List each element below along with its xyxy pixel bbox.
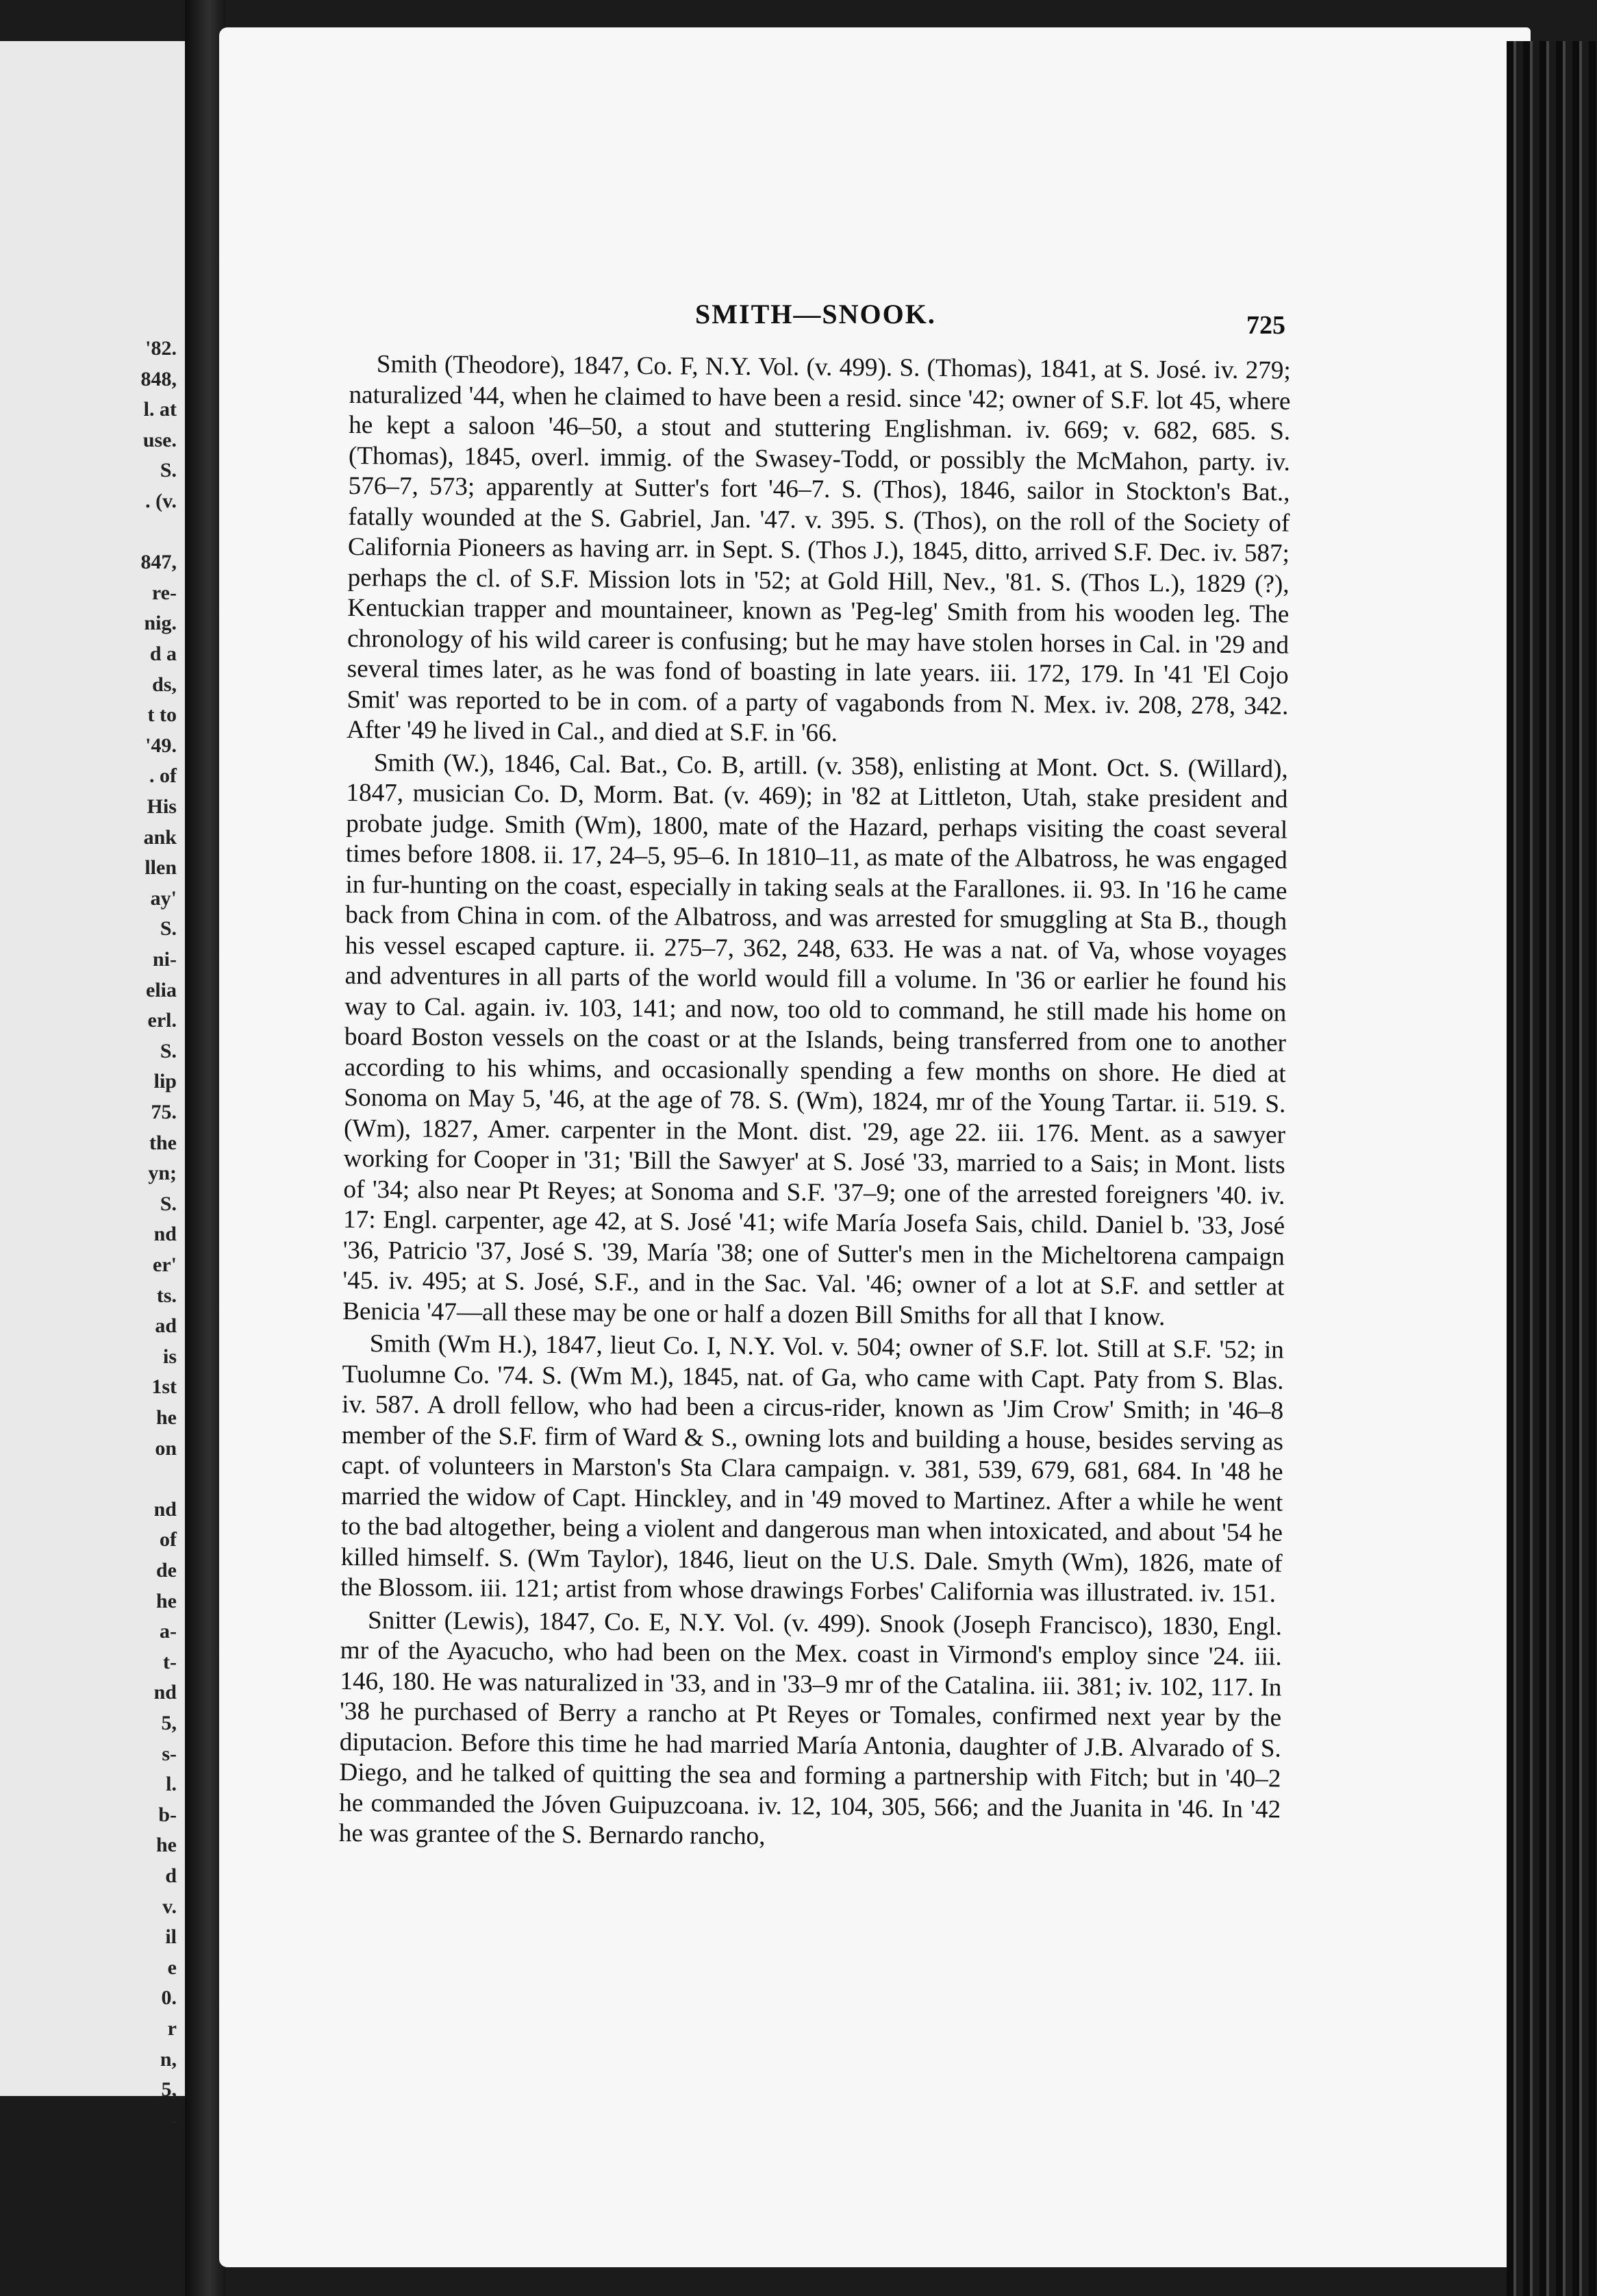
facing-page-text: S.	[160, 917, 177, 940]
body-text	[339, 349, 1291, 1858]
facing-page-text: l.	[166, 1773, 177, 1796]
facing-page-text: on	[155, 1436, 177, 1460]
facing-page-text: 5,	[161, 1712, 177, 1734]
facing-page-text: he	[156, 1589, 177, 1612]
facing-page-text: t-	[163, 1650, 177, 1673]
facing-page-text: use.	[142, 428, 177, 451]
facing-page-text: nig.	[144, 612, 177, 635]
facing-page-text: ts.	[156, 1284, 177, 1307]
facing-page-text: 847,	[140, 551, 177, 574]
facing-page-text: His	[147, 795, 177, 818]
facing-page-text: 848,	[140, 367, 177, 390]
facing-page-text: 0.	[161, 1986, 177, 2010]
facing-page-text: '49.	[145, 734, 177, 757]
facing-page-text: -	[170, 2108, 177, 2132]
facing-page-text: ank	[143, 825, 177, 849]
paragraph: Smith (Wm H.), 1847, lieut Co. I, N.Y. Vol. v. 504; owner of S.F. lot. Still at S.F. '52; in Tuolumne Co. '74. S. (Wm M.), 1845, nat. of Ga, who came with Capt. Paty from S. Blas. iv. 587. A droll fellow, who had been a circus-rider, known as 'Jim Crow' Smith; in '46–8 member of the S.F. firm of Ward & S., owning lots and building a house, besides serving as capt. of volunteers in Marston's Sta Clara campaign. v. 381, 539, 679, 681, 684. In '48 he married the widow of Capt. Hinckley, and in '49 moved to Martinez. After a while he went to the bad altogether, being a violent and dangerous man when intoxicated, and about '54 he killed himself. S. (Wm Taylor), 1846, lieut on the U.S. Dale. Smyth (Wm), 1826, mate of the Blossom. iii. 121; artist from whose drawings Forbes' California was illustrated. iv. 151.	[340, 1330, 1284, 1608]
facing-page-text: is	[162, 1345, 177, 1368]
facing-page-text: s-	[162, 1742, 177, 1765]
facing-page-text: er'	[153, 1253, 177, 1276]
facing-page-text: l. at	[143, 398, 177, 421]
facing-page-text: nd	[153, 1223, 177, 1246]
facing-page-text: elia	[146, 978, 177, 1001]
page-number: 725	[1246, 311, 1285, 340]
facing-page-text: ay'	[150, 886, 177, 910]
facing-page-text: re-	[151, 581, 177, 604]
facing-page-text: yn;	[148, 1162, 177, 1185]
facing-page-text: erl.	[147, 1009, 177, 1032]
facing-page-text: of	[160, 1528, 177, 1551]
facing-page-fragment	[0, 41, 185, 2132]
facing-page-text: t to	[147, 703, 177, 727]
facing-page-text: a-	[160, 1620, 177, 1643]
facing-page-text: S.	[160, 1039, 177, 1062]
facing-page-text: nd	[153, 1681, 177, 1704]
running-header: SMITH—SNOOK.	[695, 299, 936, 329]
facing-page-text: he	[156, 1406, 177, 1429]
facing-page-text: . (v.	[145, 490, 177, 512]
page-edges	[1507, 41, 1596, 2296]
facing-page-text: 75.	[151, 1101, 177, 1123]
facing-page-text: ad	[155, 1314, 177, 1338]
facing-page-text: 5,	[161, 2078, 177, 2101]
facing-page-text: b-	[158, 1803, 177, 1826]
facing-page-text: ni-	[152, 948, 177, 971]
facing-page-text: n,	[160, 2047, 177, 2071]
facing-page-text: 1st	[151, 1375, 177, 1399]
facing-page-text: de	[156, 1559, 177, 1582]
paragraph: Smith (W.), 1846, Cal. Bat., Co. B, artill. (v. 358), enlisting at Mont. Oct. S. (Willard), 1847, musician Co. D, Morm. Bat. (v. 469); in '82 at Littleton, Utah, stake president and probate judge. Smith (Wm), 1800, mate of the Hazard, perhaps visiting the coast several times before 1808. ii. 17, 24–5, 95–6. In 1810–11, as mate of the Albatross, he was engaged in fur-hunting on the coast, especially in taking seals at the Farallones. ii. 93. In '16 he came back from China in com. of the Albatross, and was arrested for smuggling at Sta B., though his vessel escaped capture. ii. 275–7, 362, 248, 633. He was a nat. of Va, whose voyages and adventures in all parts of the world would fill a volume. In '36 or earlier he found his way to Cal. again. iv. 103, 141; and now, too old to command, he still made his home on board Boston vessels on the coast or at the Islands, being transferred from one to another according to his whims, and occasionally spending a few months on shore. He died at Sonoma on May 5, '46, at the age of 78. S. (Wm), 1824, mr of the Young Tartar. ii. 519. S. (Wm), 1827, Amer. carpenter in the Mont. dist. '29, age 22. iii. 176. Ment. as a sawyer working for Cooper in '31; 'Bill the Sawyer' at S. José '33, married to a Sais; in Mont. lists of '34; also near Pt Reyes; at Sonoma and S.F. '37–9; one of the arrested foreigners '40. iv. 17: Engl. carpenter, age 42, at S. José '41; wife María Josefa Sais, child. Daniel b. '33, José '36, Patricio '37, José S. '39, María '38; one of Sutter's men in the Micheltorena campaign '45. iv. 495; at S. José, S.F., and in the Sac. Val. '46; owner of a lot at S.F. and settler at Benicia '47—all these may be one or half a dozen Bill Smiths for all that I know.	[342, 748, 1288, 1331]
paragraph: Snitter (Lewis), 1847, Co. E, N.Y. Vol. (v. 499). Snook (Joseph Francisco), 1830, Engl. mr of the Ayacucho, who had been on the Mex. coast in Virmond's employ since '24. iii. 146, 180. He was naturalized in '33, and in '33–9 mr of the Catalina. iii. 381; iv. 102, 117. In '38 he purchased of Berry a rancho at Pt Reyes or Tomales, confirmed next year by the diputacion. Before this time he had married María Antonia, daughter of J.B. Alvarado of S. Diego, and he talked of quitting the sea and forming a partnership with Fitch; but in '40–2 he commanded the Jóven Guipuzcoana. iv. 12, 104, 305, 566; and the Juanita in '46. In '42 he was grantee of the S. Bernardo rancho,	[338, 1606, 1283, 1851]
paragraph: Smith (Theodore), 1847, Co. F, N.Y. Vol. (v. 499). S. (Thomas), 1841, at S. José. iv. 279; naturalized '44, when he claimed to have been a resid. since '42; owner of S.F. lot 45, where he kept a saloon '46–50, a stout and stuttering Englishman. iv. 669; v. 682, 685. S. (Thomas), 1845, overl. immig. of the Swasey-Todd, or possibly the McMahon, party. iv. 576–7, 573; apparently at Sutter's fort '46–7. S. (Thos), 1846, sailor in Stockton's Bat., fatally wounded at the S. Gabriel, Jan. '47. v. 395. S. (Thos), on the roll of the Society of California Pioneers as having arr. in Sept. S. (Thos J.), 1845, ditto, arrived S.F. Dec. iv. 587; perhaps the cl. of S.F. Mission lots in '52; at Gold Hill, Nev., '81. S. (Thos L.), 1829 (?), Kentuckian trapper and mountaineer, known as 'Peg-leg' Smith from his wooden leg. The chronology of his wild career is confusing; but he may have stolen horses in Cal. in '29 and several times later, as he was fond of boasting in late years. iii. 172, 179. In '41 'El Cojo Smit' was reported to be in com. of a party of vagabonds from N. Mex. iv. 208, 278, 342. After '49 he lived in Cal., and died at S.F. in '66.	[346, 350, 1291, 747]
facing-page-text: S.	[160, 1192, 177, 1215]
facing-page-text: '82.	[145, 337, 177, 360]
facing-page-text: the	[149, 1131, 177, 1154]
facing-page-text: r	[167, 2017, 177, 2040]
facing-page-text: ds,	[152, 673, 177, 696]
facing-page-text: S.	[160, 459, 177, 482]
facing-page-text: il	[165, 1925, 177, 1949]
facing-page-text: he	[156, 1834, 177, 1857]
facing-page-text: v.	[162, 1895, 177, 1918]
facing-page-text: e	[167, 1956, 177, 1979]
facing-page-text: d a	[149, 642, 177, 665]
facing-page-text: nd	[153, 1497, 177, 1521]
facing-page-text: . of	[149, 764, 177, 788]
facing-page-text: d	[165, 1864, 177, 1887]
facing-page-text: llen	[144, 856, 177, 879]
facing-page-text: lip	[153, 1070, 177, 1093]
